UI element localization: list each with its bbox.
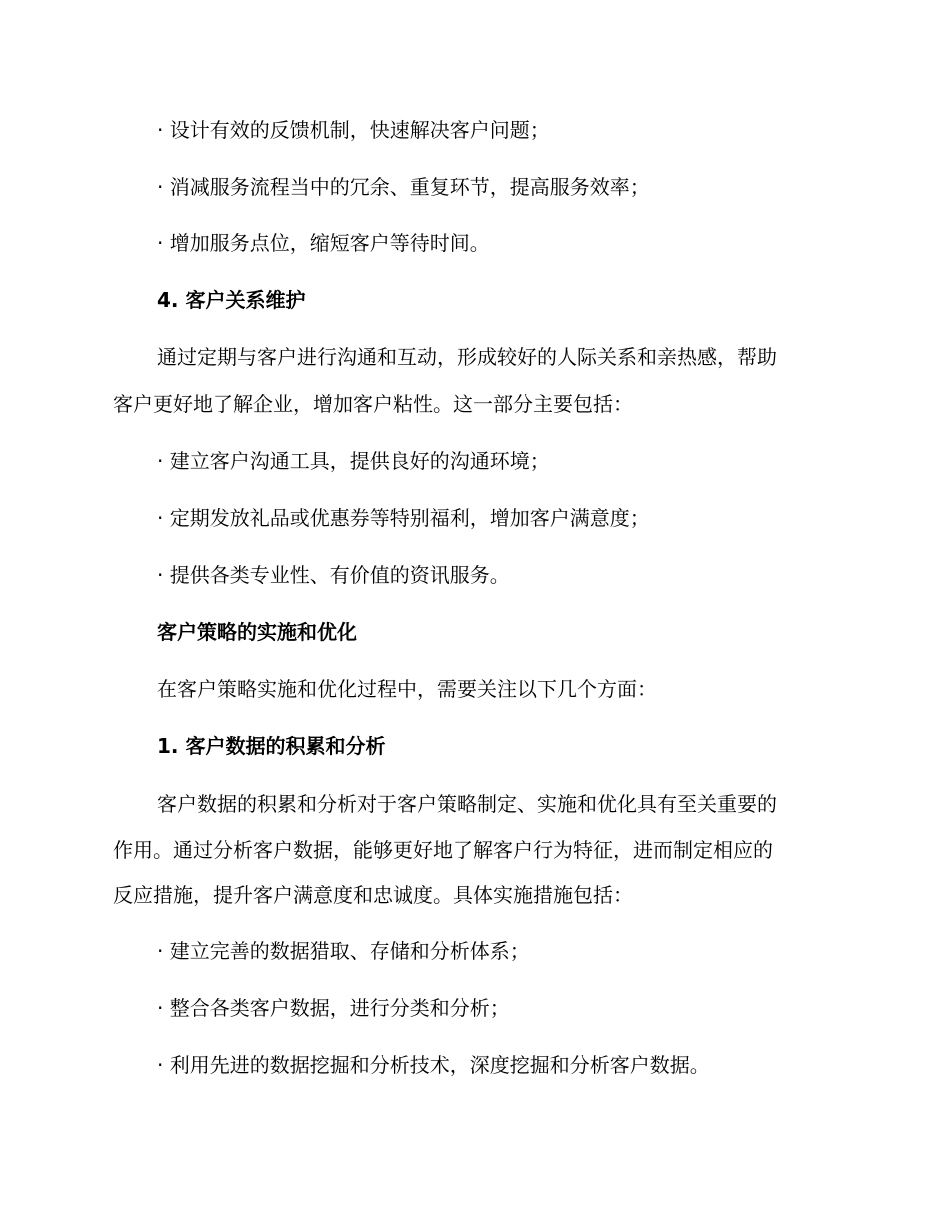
bullet-item: · 建立完善的数据猎取、存储和分析体系； [157, 939, 530, 963]
bullet-item: · 消减服务流程当中的冗余、重复环节，提高服务效率； [157, 175, 650, 199]
section-heading: 客户策略的实施和优化 [157, 620, 357, 644]
paragraph-line: 反应措施，提升客户满意度和忠诚度。具体实施措施包括： [113, 883, 633, 907]
bullet-item: · 整合各类客户数据，进行分类和分析； [157, 996, 510, 1020]
section-heading: 4. 客户关系维护 [157, 288, 306, 312]
paragraph-line: 客户更好地了解企业，增加客户粘性。这一部分主要包括： [113, 392, 633, 416]
bullet-item: · 提供各类专业性、有价值的资讯服务。 [157, 563, 510, 587]
bullet-item: · 定期发放礼品或优惠券等特别福利，增加客户满意度； [157, 506, 650, 530]
bullet-item: · 设计有效的反馈机制，快速解决客户问题； [157, 118, 550, 142]
paragraph-line: 作用。通过分析客户数据，能够更好地了解客户行为特征，进而制定相应的 [113, 838, 773, 862]
paragraph-line: 通过定期与客户进行沟通和互动，形成较好的人际关系和亲热感，帮助 [157, 345, 777, 369]
paragraph-line: 客户数据的积累和分析对于客户策略制定、实施和优化具有至关重要的 [157, 792, 777, 816]
bullet-item: · 利用先进的数据挖掘和分析技术，深度挖掘和分析客户数据。 [157, 1053, 710, 1077]
bullet-item: · 建立客户沟通工具，提供良好的沟通环境； [157, 449, 550, 473]
bullet-item: · 增加服务点位，缩短客户等待时间。 [157, 231, 490, 255]
section-heading: 1. 客户数据的积累和分析 [157, 734, 386, 758]
paragraph-line: 在客户策略实施和优化过程中，需要关注以下几个方面： [157, 677, 657, 701]
